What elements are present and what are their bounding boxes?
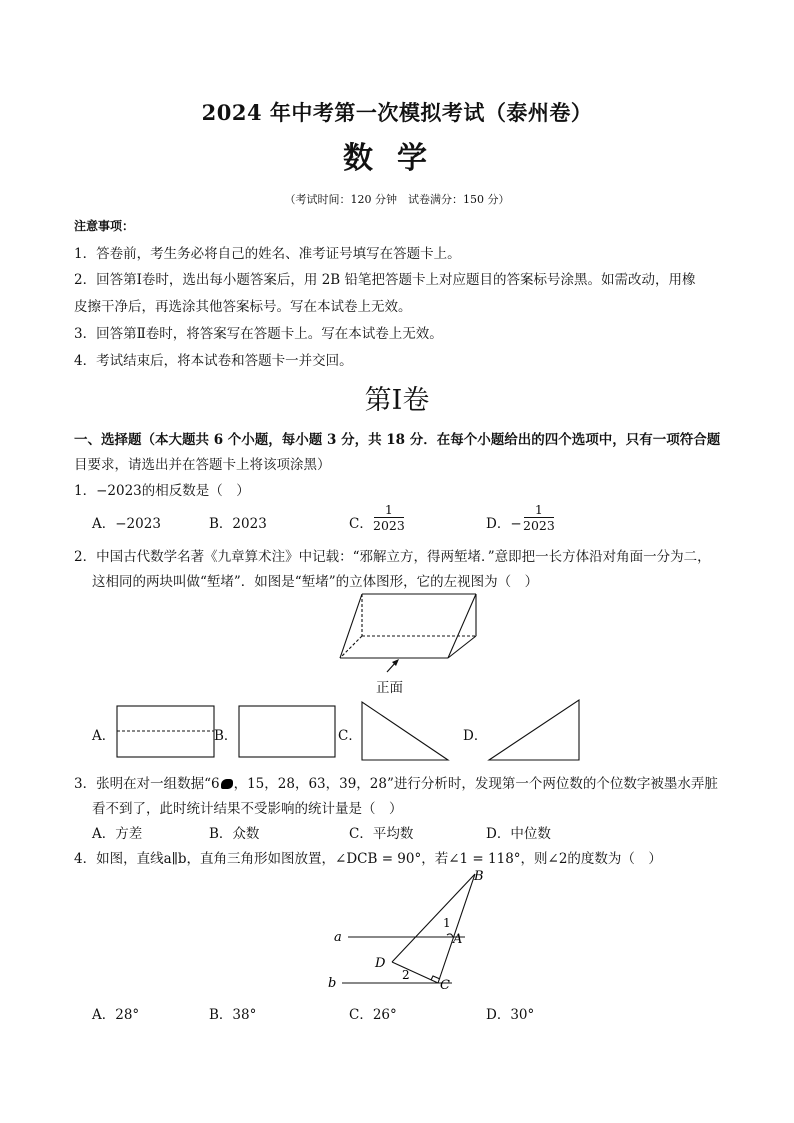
- q1-option-d-fraction: [523, 502, 555, 533]
- line-b-label: b: [328, 976, 337, 991]
- fraction-denominator: 2023: [523, 518, 555, 533]
- q3-option-a: A．方差: [92, 826, 143, 842]
- q3-stem-part2: ，15，28，63，39，28”进行分析时，发现第一个两位数的个位数字被墨水弄脏: [233, 776, 718, 792]
- ink-blot-icon: [221, 779, 233, 789]
- fraction-denominator: 2023: [373, 518, 405, 533]
- front-view-arrow: [383, 656, 403, 676]
- section-instructions-cont: 目要求，请选出并在答题卡上将该项涂黑）: [74, 457, 331, 473]
- q2-option-c: C．: [338, 728, 362, 744]
- point-a-label: A: [453, 932, 463, 947]
- q1-option-b: B．2023: [209, 516, 267, 532]
- q2-option-a: A．: [92, 728, 116, 744]
- q2-stem-line1: 2．中国古代数学名著《九章算术注》中记载：“邪解立方，得两堑堵．”意即把一长方体沿对角面一分为二，: [74, 549, 711, 565]
- angle-1-label: 1: [443, 916, 451, 930]
- note-item: 皮擦干净后，再选涂其他答案标号。写在本试卷上无效。: [74, 299, 412, 315]
- exam-time-info: （考试时间：120 分钟 试卷满分：150 分）: [284, 193, 510, 206]
- q1-option-c-fraction: [373, 502, 405, 533]
- q4-option-b: B．38°: [209, 1007, 257, 1023]
- q3-option-b: B．众数: [209, 826, 260, 842]
- q1-option-c: C．: [349, 516, 373, 532]
- point-c-label: C: [440, 978, 450, 993]
- q2-stem-line2: 这相同的两块叫做“堑堵”．如图是“堑堵”的立体图形，它的左视图为（ ）: [92, 574, 539, 590]
- point-b-label: B: [474, 869, 484, 884]
- q2-option-d-triangle: [487, 698, 583, 762]
- q1-stem: 1．−2023的相反数是（ ）: [74, 483, 250, 499]
- fraction-numerator: 1: [384, 502, 393, 517]
- q2-option-d: D．: [463, 728, 488, 744]
- q4-option-a: A．28°: [92, 1007, 140, 1023]
- fraction-numerator: 1: [534, 502, 543, 517]
- qiandu-3d-figure: [330, 588, 500, 668]
- note-item: 2．回答第Ⅰ卷时，选出每小题答案后，用 2B 铅笔把答题卡上对应题目的答案标号涂黑。如需改动，用橡: [74, 272, 696, 288]
- q3-stem-line1: [74, 772, 718, 792]
- front-view-label: 正面: [376, 680, 403, 696]
- subject-title: 数学: [343, 141, 451, 176]
- page-title: 2024 年中考第一次模拟考试（泰州卷）: [201, 100, 593, 125]
- q3-option-c: C．平均数: [349, 826, 414, 842]
- note-item: 3．回答第Ⅱ卷时，将答案写在答题卡上。写在本试卷上无效。: [74, 326, 443, 342]
- q2-option-b: B．: [214, 728, 238, 744]
- q1-option-d: D．−: [486, 516, 522, 532]
- q2-option-a-rect-dashed: [116, 705, 216, 759]
- note-item: 1．答卷前，考生务必将自己的姓名、准考证号填写在答题卡上。: [74, 246, 461, 262]
- q2-option-c-triangle: [360, 700, 452, 762]
- q3-stem-line2: 看不到了，此时统计结果不受影响的统计量是（ ）: [92, 801, 403, 817]
- q3-option-d: D．中位数: [486, 826, 551, 842]
- q1-option-a: A．−2023: [92, 516, 161, 532]
- q4-option-c: C．26°: [349, 1007, 397, 1023]
- q3-stem-part1: 3．张明在对一组数据“6: [74, 776, 220, 792]
- line-a-label: a: [334, 930, 342, 945]
- point-d-label: D: [375, 956, 386, 971]
- q4-stem: 4．如图，直线a∥b，直角三角形如图放置，∠DCB = 90°，若∠1 = 118°，则∠2的度数为（ ）: [74, 851, 662, 867]
- q4-geometry-figure: [320, 865, 500, 995]
- angle-2-label: 2: [402, 968, 410, 982]
- q4-option-d: D．30°: [486, 1007, 535, 1023]
- section-instructions: 一、选择题（本大题共 6 个小题，每小题 3 分，共 18 分．在每个小题给出的四个选项中，只有一项符合题: [74, 432, 721, 448]
- note-item: 4．考试结束后，将本试卷和答题卡一并交回。: [74, 353, 353, 369]
- volume-title: 第Ⅰ卷: [364, 385, 430, 416]
- q2-option-b-rect: [238, 705, 338, 759]
- notes-heading: 注意事项：: [74, 219, 135, 233]
